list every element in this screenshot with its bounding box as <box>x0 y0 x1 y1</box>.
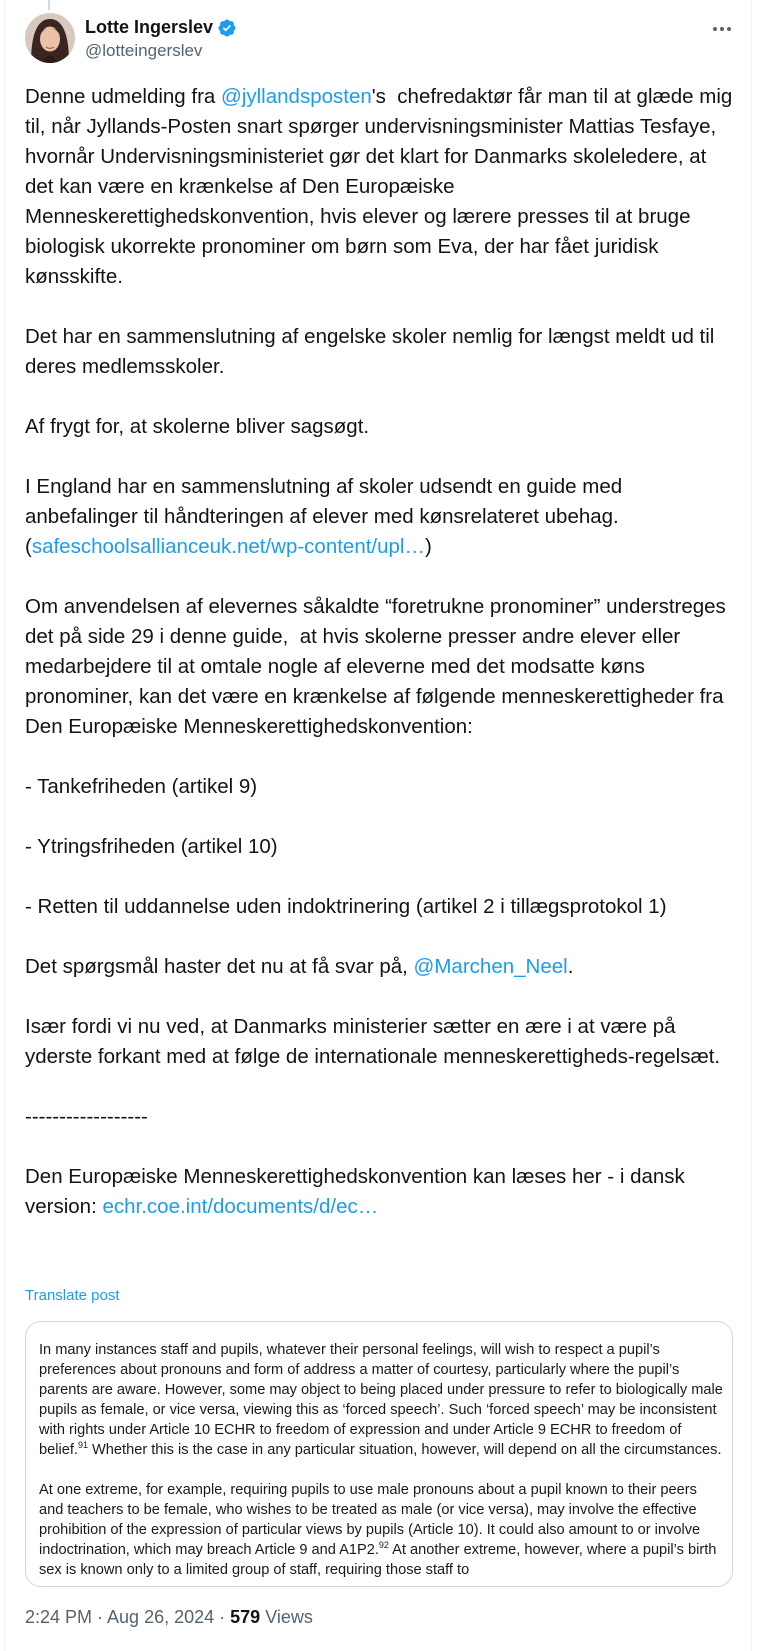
name-row <box>85 17 237 38</box>
text-run: Den Europæiske Menneskerettighedskonvention kan læses her - i dansk version: <box>25 1165 691 1218</box>
post-paragraph-10: Især fordi vi nu ved, at Danmarks ministerier sætter en ære i at være på yderste forkant med at følge de internationale menneskerettigheds-regelsæt. <box>25 1015 721 1068</box>
post-paragraph-5: Om anvendelsen af elevernes såkaldte “foretrukne pronominer” understreges det på side 29 i denne guide, at hvis skolerne presser andre elever eller medarbejdere til at omtale nogle af eleverne med det modsatte køns pronominer, kan det være en krænkelse af følgende menneskerettigheder fra Den Europæiske Menneskerettighedskonvention: <box>25 595 732 738</box>
display-name[interactable]: Lotte Ingerslev <box>85 17 214 37</box>
post-paragraph-4 <box>25 472 737 562</box>
frame-border-left <box>4 0 5 1651</box>
post-paragraph-3: Af frygt for, at skolerne bliver sagsøgt. <box>25 415 370 438</box>
echr-link[interactable]: echr.coe.int/documents/d/ec… <box>102 1195 379 1218</box>
verified-badge-icon <box>217 18 237 38</box>
avatar-image <box>25 13 75 63</box>
post-body <box>25 82 737 1222</box>
mention-jyllandsposten[interactable]: @jyllandsposten <box>221 85 372 108</box>
text-run: At one extreme, for example, requiring pupils to use male pronouns about a pupil known to their peers and teachers to be female, who wishes to be treated as male (or vice versa), may involve the effective prohibition of the expression of particular views by pupils (Article 10). It could also amount to or involve indoctrination, which may breach Article 9 and A1P2. <box>39 1482 701 1558</box>
post-paragraph-7: - Ytringsfriheden (artikel 10) <box>25 835 278 858</box>
post-header <box>25 13 735 63</box>
views-label: Views <box>260 1607 313 1627</box>
image-paragraph-2 <box>39 1480 723 1580</box>
footnote-ref: 92 <box>378 1540 389 1551</box>
post-meta <box>25 1607 313 1628</box>
post-paragraph-6: - Tankefriheden (artikel 9) <box>25 775 258 798</box>
text-run: I England har en sammenslutning af skoler udsendt en guide med anbefalinger til håndteringen af elever med kønsrelateret ubehag. ( <box>25 475 628 558</box>
guide-link[interactable]: safeschoolsallianceuk.net/wp-content/upl… <box>31 535 425 558</box>
thread-connector-line <box>48 0 50 10</box>
text-run: 's chefredaktør får man til at glæde mig til, når Jyllands-Posten snart spørger undervisningsminister Mattias Tesfaye, hvornår Undervisningsministeriet gør det klart for Danmarks skoleledere, at det kan være en krænkelse af Den Europæiske Menneskerettighedskonvention, hvis elever og lærere presses til at bruge biologisk ukorrekte pronominer om børn som Eva, der har fået juridisk kønsskifte. <box>25 85 738 288</box>
post-paragraph-2: Det har en sammenslutning af engelske skoler nemlig for længst meldt ud til deres medlemsskoler. <box>25 325 721 378</box>
text-run: Det spørgsmål haster det nu at få svar på, <box>25 955 414 978</box>
footnote-ref: 91 <box>77 1440 88 1451</box>
attached-image-text <box>39 1340 723 1587</box>
text-run: In many instances staff and pupils, whatever their personal feelings, will wish to respect a pupil’s preferences about pronouns and form of address a matter of courtesy, particularly where the pupil’s parents are aware. However, some may object to being placed under pressure to refer to biologically male pupils as female, or vice versa, viewing this as ‘forced speech’. Such ‘forced speech’ may be inconsistent with rights under Article 10 ECHR to freedom of expression and under Article 9 ECHR to freedom of belief. <box>39 1342 723 1458</box>
text-run: Denne udmelding fra <box>25 85 222 108</box>
text-run: . <box>567 955 574 978</box>
mention-marchen-neel[interactable]: @Marchen_Neel <box>413 955 568 978</box>
text-run: At another extreme, however, where a pupil’s birth sex is known only to a limited group of staff, requiring those staff to <box>39 1542 717 1578</box>
post-paragraph-12 <box>25 1162 737 1222</box>
attached-image[interactable] <box>25 1321 733 1587</box>
text-run: Whether this is the case in any particular situation, however, will depend on all the circumstances. <box>87 1442 722 1458</box>
handle[interactable]: @lotteingerslev <box>85 41 203 60</box>
post-paragraph-8: - Retten til uddannelse uden indoktrinering (artikel 2 i tillægsprotokol 1) <box>25 895 667 918</box>
translate-post-button[interactable]: Translate post <box>25 1287 120 1304</box>
frame-border-right <box>751 0 752 1651</box>
more-dots-icon[interactable] <box>709 19 735 39</box>
avatar[interactable] <box>25 13 75 63</box>
post-divider-text: ------------------ <box>25 1105 148 1128</box>
text-run: ) <box>424 535 432 558</box>
post-paragraph-9 <box>25 952 737 982</box>
views-count: 579 <box>230 1607 261 1627</box>
post-timestamp[interactable]: 2:24 PM · Aug 26, 2024 · <box>25 1607 231 1627</box>
post-paragraph-1 <box>25 82 737 292</box>
image-paragraph-1 <box>39 1340 723 1460</box>
